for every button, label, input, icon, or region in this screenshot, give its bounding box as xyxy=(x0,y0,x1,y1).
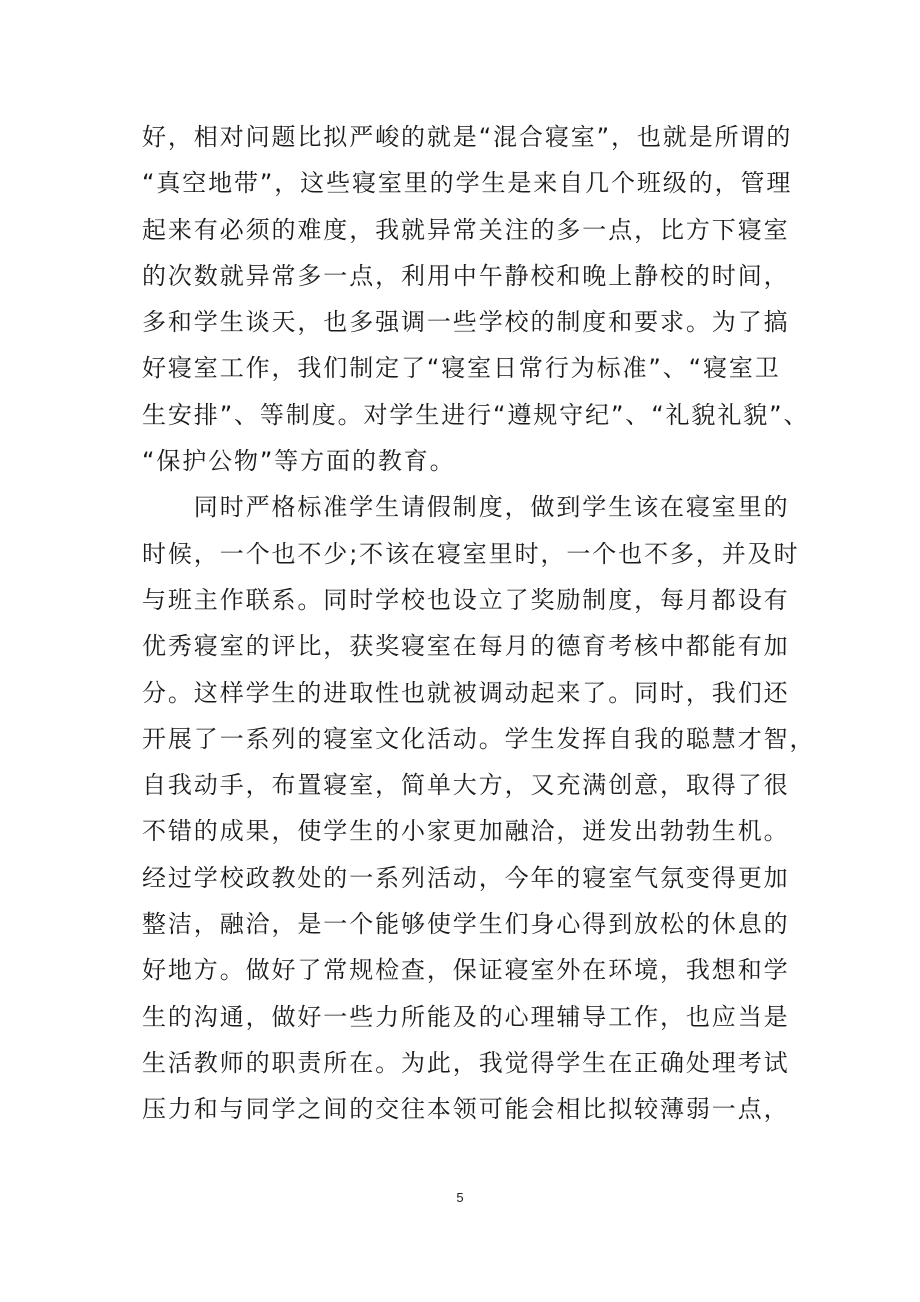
text-line: 好，相对问题比拟严峻的就是“混合寝室”，也就是所谓的 xyxy=(142,123,793,151)
text-line: 不错的成果，使学生的小家更加融洽，迸发出勃勃生机。 xyxy=(142,817,790,846)
text-line: 分。这样学生的进取性也就被调动起来了。同时，我们还 xyxy=(142,678,790,707)
text-line: 整洁，融洽，是一个能够使学生们身心得到放松的休息的 xyxy=(142,910,790,939)
text-line: 优秀寝室的评比，获奖寝室在每月的德育考核中都能有加 xyxy=(142,632,790,661)
text-line: 生安排”、等制度。对学生进行“遵规守纪”、“礼貌礼貌”、 xyxy=(142,400,810,429)
text-line: 多和学生谈天，也多强调一些学校的制度和要求。为了搞 xyxy=(142,308,790,337)
text-line: 压力和与同学之间的交往本领可能会相比拟较薄弱一点， xyxy=(142,1095,790,1124)
text-line: “真空地带”，这些寝室里的学生是来自几个班级的，管理 xyxy=(142,169,793,198)
page-number: 5 xyxy=(456,1190,464,1205)
text-line: 好地方。做好了常规检查，保证寝室外在环境，我想和学 xyxy=(142,956,790,985)
text-line: 与班主作联系。同时学校也设立了奖励制度，每月都设有 xyxy=(142,585,790,614)
text-line: 经过学校政教处的一系列活动，今年的寝室气氛变得更加 xyxy=(142,863,790,892)
text-line: 自我动手，布置寝室，简单大方，又充满创意，取得了很 xyxy=(142,771,790,800)
text-line: “保护公物”等方面的教育。 xyxy=(142,447,456,476)
document-body xyxy=(142,114,816,1133)
text-line: 生活教师的职责所在。为此，我觉得学生在正确处理考试 xyxy=(142,1048,790,1077)
text-line: 开展了一系列的寝室文化活动。学生发挥自我的聪慧才智， xyxy=(142,724,816,753)
text-line: 好寝室工作，我们制定了“寝室日常行为标准”、“寝室卫 xyxy=(142,354,781,383)
text-line: 时候，一个也不少;不该在寝室里时，一个也不多，并及时 xyxy=(142,539,800,568)
text-line: 的次数就异常多一点，利用中午静校和晚上静校的时间， xyxy=(142,261,790,290)
text-line: 同时严格标准学生请假制度，做到学生该在寝室里的 xyxy=(142,493,790,522)
text-line: 生的沟通，做好一些力所能及的心理辅导工作，也应当是 xyxy=(142,1002,790,1031)
text-line: 起来有必须的难度，我就异常关注的多一点，比方下寝室 xyxy=(142,215,790,244)
